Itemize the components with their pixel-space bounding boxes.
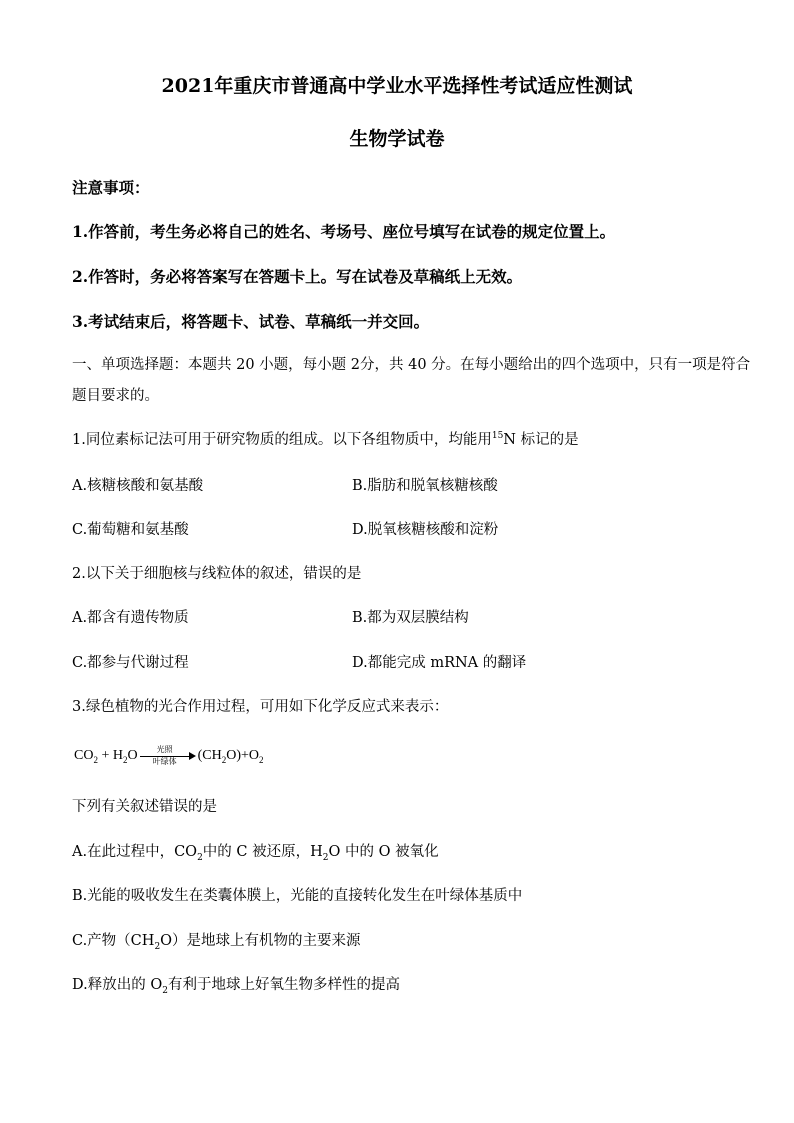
q3-c-text-1: C.产物（CH [72,933,155,949]
q3-c-sub: 2 [154,941,161,952]
notice-item-3: 3.考试结束后，将答题卡、试卷、草稿纸一并交回。 [72,312,430,331]
q3-c-text-2: O）是地球上有机物的主要来源 [160,933,361,949]
notice-item-2: 2.作答时，务必将答案写在答题卡上。写在试卷及草稿纸上无效。 [72,267,523,286]
photosynthesis-equation [74,746,264,766]
equation-ch2-sub: 2 [221,755,227,766]
question-3-stem: 3.绿色植物的光合作用过程，可用如下化学反应式来表示： [72,699,449,715]
section-intro-line-2: 题目要求的。 [72,388,159,404]
notice-heading: 注意事项： [72,178,150,197]
q3-a-sub-1: 2 [197,852,203,863]
equation-h2o-o: O [127,748,138,764]
question-2-option-a: A.都含有遗传物质 [72,610,189,626]
equation-plus-h: + H [97,748,123,764]
question-1-stem [72,430,732,450]
q3-d-sub: 2 [162,985,168,996]
question-2-option-c: C.都参与代谢过程 [72,655,189,671]
question-1-option-d: D.脱氧核糖核酸和淀粉 [352,522,499,538]
exam-subtitle: 生物学试卷 [349,128,445,150]
question-3-option-c [72,931,732,951]
equation-o-plus-o: O)+O [226,748,259,764]
question-2-option-b: B.都为双层膜结构 [352,610,469,626]
equation-co-sub: 2 [93,755,98,766]
equation-h2o-sub: 2 [122,755,128,766]
q3-a-text-2: 中的 C 被还原，H [202,844,323,860]
equation-o2-sub: 2 [259,755,264,766]
question-3-option-d [72,975,732,995]
q3-d-text-1: D.释放出的 O [72,977,163,993]
question-2-stem: 2.以下关于细胞核与线粒体的叙述，错误的是 [72,566,362,582]
q3-d-text-2: 有利于地球上好氧生物多样性的提高 [167,977,400,993]
question-3-option-b: B.光能的吸收发生在类囊体膜上，光能的直接转化发生在叶绿体基质中 [72,888,523,904]
question-1-option-a: A.核糖核酸和氨基酸 [72,478,204,494]
question-1-stem-isotope: 15 [491,431,504,442]
q3-a-text-1: A.在此过程中，CO [72,844,198,860]
question-3-option-a [72,842,732,862]
arrow-condition-chloroplast: 叶绿体 [152,757,177,766]
question-2-option-d: D.都能完成 mRNA 的翻译 [352,655,527,671]
arrow-head-icon [189,752,196,760]
section-intro-line-1: 一、单项选择题：本题共 20 小题，每小题 2分，共 40 分。在每小题给出的四个选项中，只有一项是符合 [72,357,751,373]
exam-title: 2021年重庆市普通高中学业水平选择性考试适应性测试 [161,75,633,97]
notice-item-1: 1.作答前，考生务必将自己的姓名、考场号、座位号填写在试卷的规定位置上。 [72,222,616,241]
question-1-stem-text: 1.同位素标记法可用于研究物质的组成。以下各组物质中，均能用 [72,432,492,448]
equation-co: CO [74,748,94,764]
reaction-arrow [140,746,196,766]
question-1-option-c: C.葡萄糖和氨基酸 [72,522,189,538]
question-1-option-b: B.脂肪和脱氧核糖核酸 [352,478,498,494]
equation-ch: (CH [197,748,222,764]
q3-a-text-3: O 中的 O 被氧化 [328,844,439,860]
q3-a-sub-2: 2 [322,852,329,863]
question-1-stem-tail: N 标记的是 [503,432,579,448]
arrow-condition-light: 光照 [156,745,173,754]
question-3-prompt: 下列有关叙述错误的是 [72,799,217,815]
